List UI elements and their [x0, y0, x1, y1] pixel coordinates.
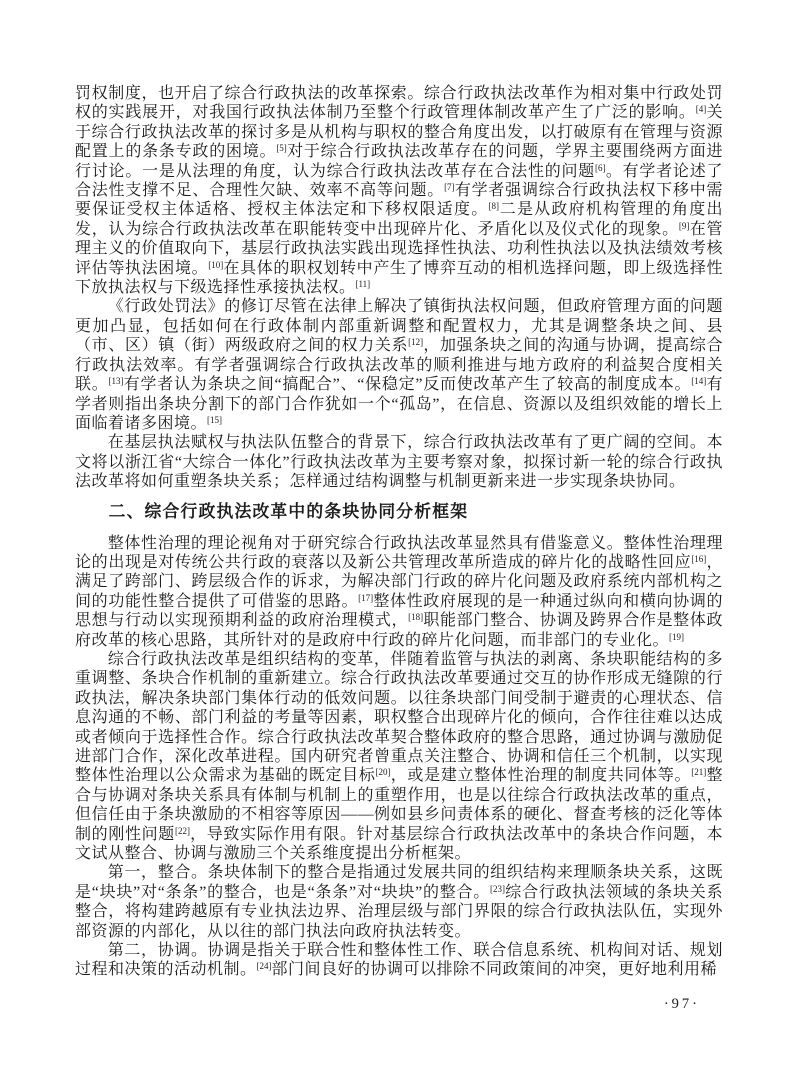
footnote-ref: [10]	[208, 259, 224, 270]
footnote-ref: [8]	[488, 201, 499, 212]
footnote-ref: [12]	[408, 337, 424, 348]
footnote-ref: [17]	[358, 592, 374, 603]
body-paragraph: 第二，协调。协调是指关于联合性和整体性工作、联合信息系统、机构间对话、规划过程和决策的活动机制。[24]部门间良好的协调可以排除不同政策间的冲突，更好地利用稀	[75, 942, 723, 979]
body-paragraph: 整体性治理的理论视角对于研究综合行政执法改革显然具有借鉴意义。整体性治理理论的出现是对传统公共行政的衰落以及新公共管理改革所造成的碎片化的战略性回应[16]，满足了跨部门、跨层级合作的诉求，为解决部门行政的碎片化问题及政府系统内部机构之间的功能性整合提供了可借鉴的思路。[17]整体性政府展现的是一种通过纵向和横向协调的思想与行动以实现预期利益的政府治理模式，[18]职能部门整合、协调及跨界合作是整体政府改革的核心思路，其所针对的是政府中行政的碎片化问题，而非部门的专业化。[19]	[75, 534, 723, 649]
footnote-ref: [14]	[691, 376, 707, 387]
footnote-ref: [4]	[695, 104, 707, 115]
footnote-ref: [15]	[207, 414, 223, 425]
footnote-ref: [9]	[678, 220, 690, 231]
footnote-ref: [6]	[595, 162, 606, 173]
body-paragraph: 第一，整合。条块体制下的整合是指通过发展共同的组织结构来理顺条块关系，这既是“块块”对“条条”的整合，也是“条条”对“块块”的整合。[23]综合行政执法领域的条块关系整合，将构建跨越原有专业执法边界、治理层级与部门界限的综合行政执法队伍，实现外部资源的内部化，从以往的部门执法向政府执法转变。	[75, 864, 723, 940]
body-paragraph: 罚权制度，也开启了综合行政执法的改革探索。综合行政执法改革作为相对集中行政处罚权的实践展开，对我国行政执法体制乃至整个行政管理体制改革产生了广泛的影响。[4]关于综合行政执法改革的探讨多是从机构与职权的整合角度出发，以打破原有在管理与资源配置上的条条专政的困境。[5]对于综合行政执法改革存在的问题，学界主要围绕两方面进行讨论。一是从法理的角度，认为综合行政执法改革存在合法性的问题[6]。有学者论述了合法性支撑不足、合理性欠缺、效率不高等问题。[7]有学者强调综合行政执法权下移中需要保证受权主体适格、授权主体法定和下移权限适度。[8]二是从政府机构管理的角度出发，认为综合行政执法改革在职能转变中出现碎片化、矛盾化以及仪式化的现象。[9]在管理主义的价值取向下，基层行政执法实践出现选择性执法、功利性执法以及执法绩效考核评估等执法困境。[10]在具体的职权划转中产生了博弈互动的相机选择问题，即上级选择性下放执法权与下级选择性承接执法权。[11]	[75, 85, 723, 297]
footnote-ref: [13]	[108, 376, 124, 387]
body-paragraph: 《行政处罚法》的修订尽管在法律上解决了镇街执法权问题，但政府管理方面的问题更加凸显，包括如何在行政体制内部重新调整和配置权力，尤其是调整条块之间、县（市、区）镇（街）两级政府之间的权力关系[12]，加强条块之间的沟通与协调，提高综合行政执法效率。有学者强调综合行政执法改革的顺利推进与地方政府的利益契合度相关联。[13]有学者认为条块之间“搞配合”、“保稳定”反而使改革产生了较高的制度成本。[14]有学者则指出条块分割下的部门合作犹如一个“孤岛”，在信息、资源以及组织效能的增长上面临着诸多困境。[15]	[75, 298, 723, 432]
footnote-ref: [5]	[276, 143, 287, 154]
footnote-ref: [7]	[444, 182, 455, 193]
page-number: ·97·	[663, 996, 700, 1012]
footnote-ref: [19]	[669, 631, 685, 642]
footnote-ref: [24]	[256, 961, 272, 972]
footnote-ref: [16]	[691, 553, 707, 564]
footnote-ref: [21]	[691, 767, 707, 778]
footnote-ref: [11]	[355, 279, 371, 290]
footnote-ref: [22]	[174, 825, 190, 836]
footnote-ref: [23]	[490, 883, 506, 894]
footnote-ref: [18]	[408, 612, 424, 623]
article-body	[75, 84, 723, 980]
footnote-ref: [20]	[375, 767, 391, 778]
body-paragraph: 在基层执法赋权与执法队伍整合的背景下，综合行政执法改革有了更广阔的空间。本文将以浙江省“大综合一体化”行政执法改革为主要考察对象，拟探讨新一轮的综合行政执法改革将如何重塑条块关系；怎样通过结构调整与机制更新来进一步实现条块协同。	[75, 434, 723, 491]
section-heading: 二、综合行政执法改革中的条块协同分析框架	[108, 501, 469, 521]
body-paragraph: 综合行政执法改革是组织结构的变革，伴随着监管与执法的剥离、条块职能结构的多重调整、条块合作机制的重新建立。综合行政执法改革要通过交互的协作形成无缝隙的行政执法，解决条块部门集体行动的低效问题。以往条块部门间受制于避责的心理状态、信息沟通的不畅、部门利益的考量等因素，职权整合出现碎片化的倾向，合作往往难以达成或者倾向于选择性合作。综合行政执法改革契合整体政府的整合思路，通过协调与激励促进部门合作，深化改革进程。国内研究者曾重点关注整合、协调和信任三个机制，以实现整体性治理以公众需求为基础的既定目标[20]，或是建立整体性治理的制度共同体等。[21]整合与协调对条块关系具有体制与机制上的重塑作用，也是以往综合行政执法改革的重点，但信任由于条块激励的不相容等原因——例如县乡问责体系的硬化、督查考核的泛化等体制的刚性问题[22]，导致实际作用有限。针对基层综合行政执法改革中的条块合作问题，本文试从整合、协调与激励三个关系维度提出分析框架。	[75, 650, 723, 863]
